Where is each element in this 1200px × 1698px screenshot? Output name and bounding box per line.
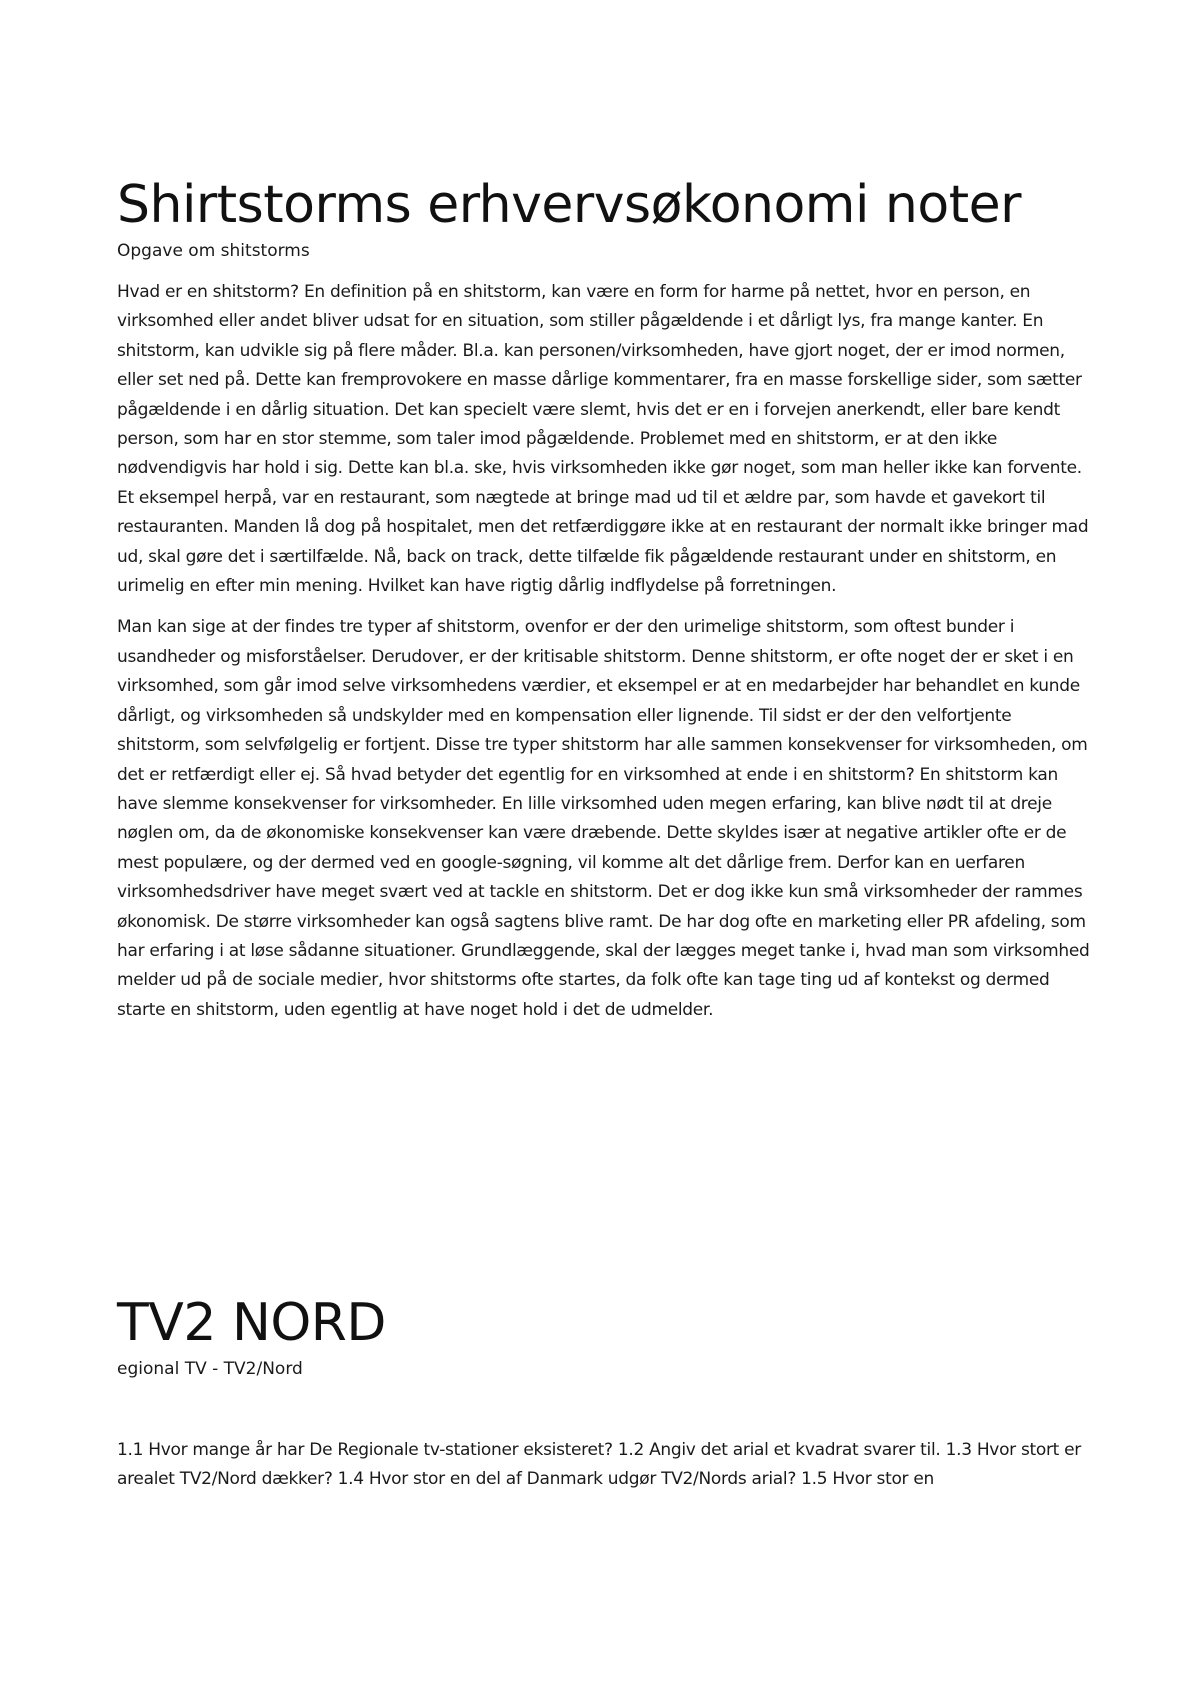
body-paragraph: Hvad er en shitstorm? En definition på en shitstorm, kan være en form for harme på nettet, hvor en person, en virksomhed eller andet bliver udsat for en situation, som stiller pågældende i et dårligt lys, fra mange kanter. En shitstorm, kan udvikle sig på flere måder. Bl.a. kan personen/virksomheden, have gjort noget, der er imod normen, eller set ned på. Dette kan fremprovokere en masse dårlige kommentarer, fra en masse forskellige sider, som sætter pågældende i en dårlig situation. Det kan specielt være slemt, hvis det er en i forvejen anerkendt, eller bare kendt person, som har en stor stemme, som taler imod pågældende. Problemet med en shitstorm, er at den ikke nødvendigvis har hold i sig. Dette kan bl.a. ske, hvis virksomheden ikke gør noget, som man heller ikke kan forvente. Et eksempel herpå, var en restaurant, som nægtede at bringe mad ud til et ældre par, som havde et gavekort til restauranten. Manden lå dog på hospitalet, men det retfærdiggøre ikke at en restaurant der normalt ikke bringer mad ud, skal gøre det i særtilfælde. Nå, back on track, dette tilfælde fik pågældende restaurant under en shitstorm, en urimelig en efter min mening. Hvilket kan have rigtig dårlig indflydelse på forretningen. [117, 282, 1089, 597]
body-paragraph: Man kan sige at der findes tre typer af shitstorm, ovenfor er der den urimelige shitstorm, som oftest bunder i usandheder og misforståelser. Derudover, er der kritisable shitstorm. Denne shitstorm, er ofte noget der er sket i en virksomhed, som går imod selve virksomhedens værdier, et eksempel er at en medarbejder har behandlet en kunde dårligt, og virksomheden så undskylder med en kompensation eller lignende. Til sidst er der den velfortjente shitstorm, som selvfølgelig er fortjent. Disse tre typer shitstorm har alle sammen konsekvenser for virksomheden, om det er retfærdigt eller ej. Så hvad betyder det egentlig for en virksomhed at ende i en shitstorm? En shitstorm kan have slemme konsekvenser for virksomheder. En lille virksomhed uden megen erfaring, kan blive nødt til at dreje nøglen om, da de økonomiske konsekvenser kan være dræbende. Dette skyldes især at negative artikler ofte er de mest populære, og der dermed ved en google-søgning, vil komme alt det dårlige frem. Derfor kan en uerfaren virksomhedsdriver have meget svært ved at tackle en shitstorm. Det er dog ikke kun små virksomheder der rammes økonomisk. De større virksomheder kan også sagtens blive ramt. De har dog ofte en marketing eller PR afdeling, som har erfaring i at løse sådanne situationer. Grundlæggende, skal der lægges meget tanke i, hvad man som virksomhed melder ud på de sociale medier, hvor shitstorms ofte startes, da folk ofte kan tage ting ud af kontekst og dermed starte en shitstorm, uden egentlig at have noget hold i det de udmelder. [117, 617, 1090, 1020]
document-subtitle: Opgave om shitstorms [117, 241, 310, 261]
section-tv2-nord [117, 1290, 1097, 1506]
section-title: TV2 NORD [117, 1293, 386, 1353]
questions-paragraph: 1.1 Hvor mange år har De Regionale tv-stationer eksisteret? 1.2 Angiv det arial et kvadrat svarer til. 1.3 Hvor stort er arealet TV2/Nord dækker? 1.4 Hvor stor en del af Danmark udgør TV2/Nords arial? 1.5 Hvor stor en [117, 1440, 1081, 1489]
document-title: Shirtstorms erhvervsøkonomi noter [117, 175, 1021, 235]
section-shitstorms [117, 172, 1097, 1037]
section-subtitle: egional TV - TV2/Nord [117, 1359, 303, 1379]
